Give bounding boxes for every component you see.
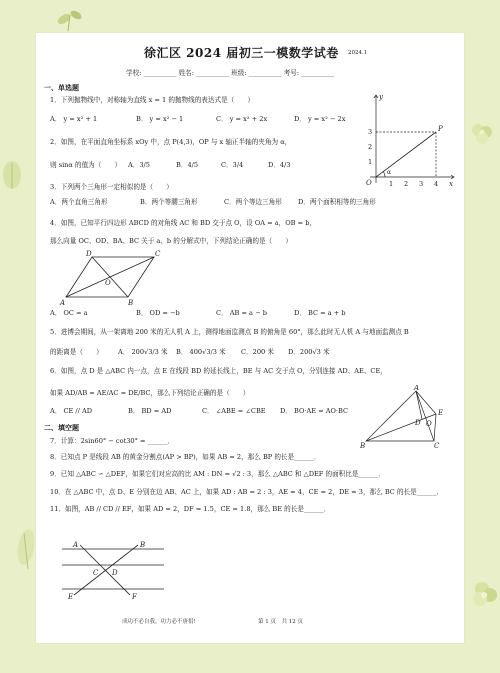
q5-option-b[interactable]: B． 400√3/3 米 xyxy=(176,348,226,356)
lines-label-f: F xyxy=(132,593,137,601)
para-label-b: B xyxy=(128,299,134,307)
q4-option-b[interactable]: B． OD = −b xyxy=(136,309,180,317)
coord-tick-x3: 3 xyxy=(419,180,424,187)
q6-option-b[interactable]: B． BD = AD xyxy=(128,407,172,415)
q2-stem: 2．如图，在平面直角坐标系 xOy 中，点 P(4,3)，OP 与 x 轴正半轴的夹角为 α， xyxy=(50,138,292,146)
q2-option-c[interactable]: C．3/4 xyxy=(221,161,244,169)
q6-stem-line2: 如果 AD/AB = AE/AC = DE/BC，那么下列结论正确的是（ ） xyxy=(50,389,250,397)
q6-option-d[interactable]: D． BO·AE = AO·BC xyxy=(280,407,349,415)
coord-label-p: P xyxy=(438,125,443,133)
q11-stem: 11．如图，AB // CD // EF，如果 AD = 2，DF = 1.5，CE = 1.8，那么 BE 的长是______． xyxy=(50,505,331,513)
coord-tick-x2: 2 xyxy=(404,180,409,187)
q1-option-d[interactable]: D． y = x² − 2x xyxy=(294,115,346,123)
q6-option-c[interactable]: C． ∠ABE = ∠CBE xyxy=(202,407,266,415)
q4-stem-line2: 那么向量 OC、OD、BA、BC 关于 a、b 的分解式中，下列结论正确的是（ ） xyxy=(50,237,292,245)
q5-option-d[interactable]: D．200√3 米 xyxy=(288,348,330,356)
para-label-a: A xyxy=(60,299,66,307)
q5-stem: 5．进博会期间，从一架离地 200 米的无人机 A 上，测得地面监测点 B 的俯角是 60°，那么此时无人机 A 与地面监测点 B xyxy=(50,328,409,336)
tri-label-c: C xyxy=(434,442,440,450)
lines-label-e: E xyxy=(68,593,74,601)
flower-decoration-bottom-right xyxy=(468,575,500,615)
figure-parallelogram xyxy=(58,249,168,307)
footer-page-number: 第 1 页 共 12 页 xyxy=(258,619,303,625)
section-fill-heading: 二、填空题 xyxy=(44,423,79,432)
q1-stem: 1．下列抛物线中，对称轴为直线 x = 1 的抛物线的表达式是（ ） xyxy=(50,96,255,104)
para-label-d: D xyxy=(86,250,92,258)
q6-option-a[interactable]: A． CE // AD xyxy=(50,407,92,415)
q2-option-a[interactable]: A．3/5 xyxy=(128,161,150,169)
figure-parallel-lines xyxy=(60,533,166,601)
tri-label-d: D xyxy=(415,419,421,427)
lines-label-c: C xyxy=(93,569,99,577)
q3-option-c[interactable]: C．两个等边三角形 xyxy=(224,198,282,206)
figure-coordinate-plane xyxy=(358,91,458,187)
q7-stem: 7．计算：2sin60° − cot30° = ______． xyxy=(50,437,174,445)
exam-title: 徐汇区 2024 届初三一模数学试卷 xyxy=(144,46,339,60)
lines-label-d: D xyxy=(112,569,118,577)
tri-label-a: A xyxy=(414,385,420,392)
exam-paper xyxy=(36,33,464,643)
footer-motto: 成功不必自我，功力必不唐捐! xyxy=(122,619,196,625)
q4-option-d[interactable]: D． BC = a + b xyxy=(294,309,346,317)
leaf-decoration-top-left xyxy=(50,5,90,35)
q5-stem-line2: 的距离是（ ） xyxy=(50,348,103,356)
q1-option-b[interactable]: B． y = x² − 1 xyxy=(136,115,184,123)
tri-label-b: B xyxy=(360,442,366,450)
coord-label-alpha: α xyxy=(387,169,392,176)
q1-option-a[interactable]: A． y = x² + 1 xyxy=(50,115,98,123)
q10-stem: 10．在 △ABC 中，点 D、E 分别在边 AB、AC 上，如果 AD : AB = 2 : 3，AE = 4，CE = 2，DE = 3，那么 BC 的长是______． xyxy=(50,488,444,496)
q3-option-a[interactable]: A．两个直角三角形 xyxy=(50,198,108,206)
coord-tick-x4: 4 xyxy=(434,180,439,187)
exam-date: 2024.1 xyxy=(348,50,368,56)
q5-option-a[interactable]: A． 200√3/3 米 xyxy=(118,348,168,356)
figure-triangle xyxy=(358,385,458,451)
q5-option-c[interactable]: C．200 米 xyxy=(241,348,274,356)
coord-tick-x1: 1 xyxy=(389,180,394,187)
q2-option-b[interactable]: B．4/5 xyxy=(176,161,199,169)
q3-stem: 3．下列两个三角形一定相似的是（ ） xyxy=(50,183,173,191)
q8-stem: 8．已知点 P 是线段 AB 的黄金分割点(AP > BP)，如果 AB = 2，那么 BP 的长是______． xyxy=(50,453,321,461)
q1-option-c[interactable]: C． y = x² + 2x xyxy=(216,115,268,123)
q2-option-d[interactable]: D．4/3 xyxy=(268,161,291,169)
q4-stem: 4．如图，已知平行四边形 ABCD 的对角线 AC 和 BD 交于点 O，设 OA = a，OB = b， xyxy=(50,219,317,227)
flower-decoration-right xyxy=(466,118,500,158)
tri-label-e: E xyxy=(438,409,444,417)
para-label-o: O xyxy=(105,279,111,287)
lines-label-b: B xyxy=(140,541,146,549)
para-label-c: C xyxy=(155,250,161,258)
section-choice-heading: 一、单选题 xyxy=(44,83,79,92)
coord-label-x: x xyxy=(449,180,453,187)
flower-decoration-left xyxy=(0,155,30,195)
q6-stem: 6．如图，点 D 是 △ABC 内一点，点 E 在线段 BD 的延长线上，BE 与 AC 交于点 O，分别连接 AD、AE、CE， xyxy=(50,367,387,375)
tri-label-o: O xyxy=(426,420,432,428)
q3-option-b[interactable]: B．两个等腰三角形 xyxy=(140,198,198,206)
coord-label-origin: O xyxy=(366,179,372,187)
q4-option-a[interactable]: A． OC = a xyxy=(50,309,88,317)
coord-tick-y3: 3 xyxy=(368,128,373,136)
q4-option-c[interactable]: C． AB = a − b xyxy=(216,309,267,317)
coord-label-y: y xyxy=(379,93,383,101)
coord-tick-y2: 2 xyxy=(368,143,373,151)
q9-stem: 9．已知 △ABC ∽ △DEF，如果它们对应高的比 AM : DN = √2 : 3，那么 △ABC 和 △DEF 的面积比是______． xyxy=(50,470,385,478)
q3-option-d[interactable]: D．两个面积相等的三角形 xyxy=(298,198,376,206)
lines-label-a: A xyxy=(73,541,79,549)
q2-stem-line2: 则 sinα 的值为（ ） xyxy=(50,161,122,169)
student-info-line: 学校: __________ 姓名: __________ 班级: __________ 考号: __________ xyxy=(126,69,335,77)
coord-tick-y1: 1 xyxy=(368,158,373,166)
